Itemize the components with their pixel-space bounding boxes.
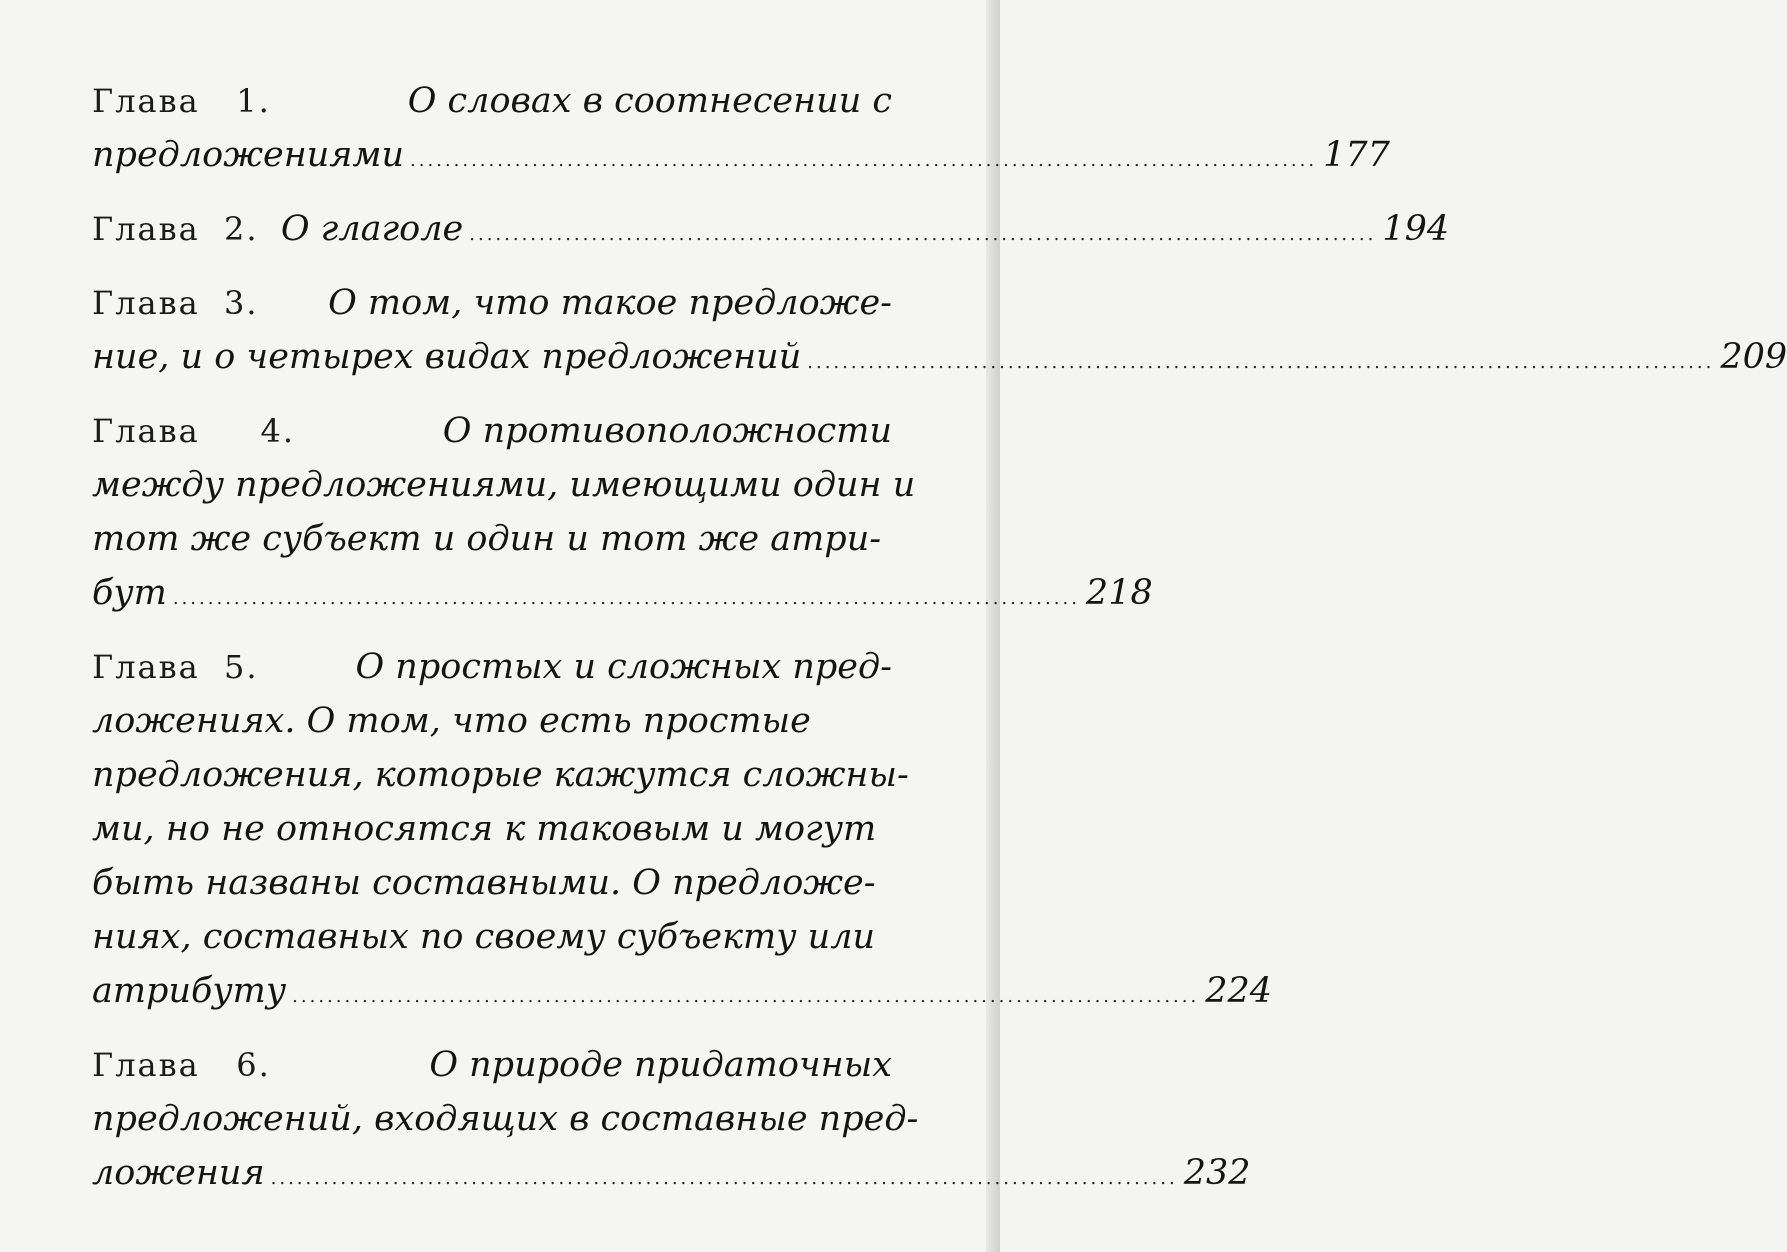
toc-line	[92, 1038, 892, 1092]
toc-line	[92, 458, 916, 512]
leader-dots: ........................................................................................................	[270, 1168, 1178, 1189]
page-number: 224	[1205, 971, 1273, 1011]
page-number: 218	[1085, 573, 1153, 613]
toc-line	[92, 404, 892, 458]
toc-text: предложениями	[92, 135, 405, 175]
toc-line-last	[92, 964, 1273, 1018]
toc-text: ложениях. О том, что есть простые	[92, 701, 811, 741]
page-number: 194	[1382, 209, 1450, 249]
toc-line	[92, 512, 892, 566]
toc-text: между предложениями, имеющими один и	[92, 465, 916, 505]
toc-entry-6	[92, 1038, 1251, 1200]
toc-text: О том, что такое предложе-	[328, 283, 892, 323]
toc-text: О простых и сложных пред-	[355, 647, 892, 687]
toc-text: предложений, входящих в составные пред-	[92, 1099, 919, 1139]
toc-line	[92, 856, 892, 910]
chapter-label: Глава 6.	[92, 1046, 271, 1084]
toc-line-last	[92, 566, 1153, 620]
leader-dots: ........................................................................................................	[807, 352, 1715, 373]
chapter-label: Глава 4.	[92, 412, 296, 450]
leader-dots: ........................................................................................................	[172, 588, 1080, 609]
toc-line	[92, 1092, 919, 1146]
chapter-label: Глава 3.	[92, 284, 259, 322]
toc-line	[92, 276, 892, 330]
toc-entry-3	[92, 276, 1787, 384]
toc-line-last	[92, 128, 1390, 182]
chapter-label: Глава 5.	[92, 648, 259, 686]
toc-text: О словах в соотнесении с	[407, 81, 892, 121]
toc-text: ми, но не относятся к таковым и могут	[92, 809, 877, 849]
table-of-contents	[92, 74, 1787, 1220]
toc-text: ние, и о четырех видах предложений	[92, 337, 802, 377]
toc-line	[92, 910, 892, 964]
toc-entry-2	[92, 202, 1450, 256]
chapter-label: Глава 2.	[92, 210, 259, 248]
chapter-label: Глава 1.	[92, 82, 271, 120]
page-number: 209	[1720, 337, 1787, 377]
toc-line-last	[92, 330, 1787, 384]
toc-line-last	[92, 202, 1450, 256]
leader-dots: ........................................................................................................	[469, 224, 1377, 245]
toc-text: ниях, составных по своему субъекту или	[92, 917, 876, 957]
toc-text: бут	[92, 573, 167, 613]
toc-entry-5	[92, 640, 1273, 1018]
toc-text: ложения	[92, 1153, 265, 1193]
toc-line	[92, 640, 892, 694]
toc-line	[92, 74, 892, 128]
toc-text: О природе придаточных	[429, 1045, 892, 1085]
toc-entry-1	[92, 74, 1390, 182]
toc-text: предложения, которые кажутся сложны-	[92, 755, 909, 795]
toc-text: тот же субъект и один и тот же атри-	[92, 519, 882, 559]
leader-dots: ........................................................................................................	[410, 150, 1318, 171]
toc-text: Глава 2. О глаголе	[92, 209, 464, 249]
toc-line-last	[92, 1146, 1251, 1200]
toc-text: О противоположности	[442, 411, 892, 451]
toc-line	[92, 748, 909, 802]
toc-line	[92, 694, 892, 748]
toc-text: атрибуту	[92, 971, 287, 1011]
toc-line	[92, 802, 892, 856]
page-number: 232	[1183, 1153, 1251, 1193]
leader-dots: ........................................................................................................	[292, 986, 1200, 1007]
page-number: 177	[1323, 135, 1390, 175]
toc-entry-4	[92, 404, 1153, 620]
toc-text: быть названы составными. О предложе-	[92, 863, 876, 903]
